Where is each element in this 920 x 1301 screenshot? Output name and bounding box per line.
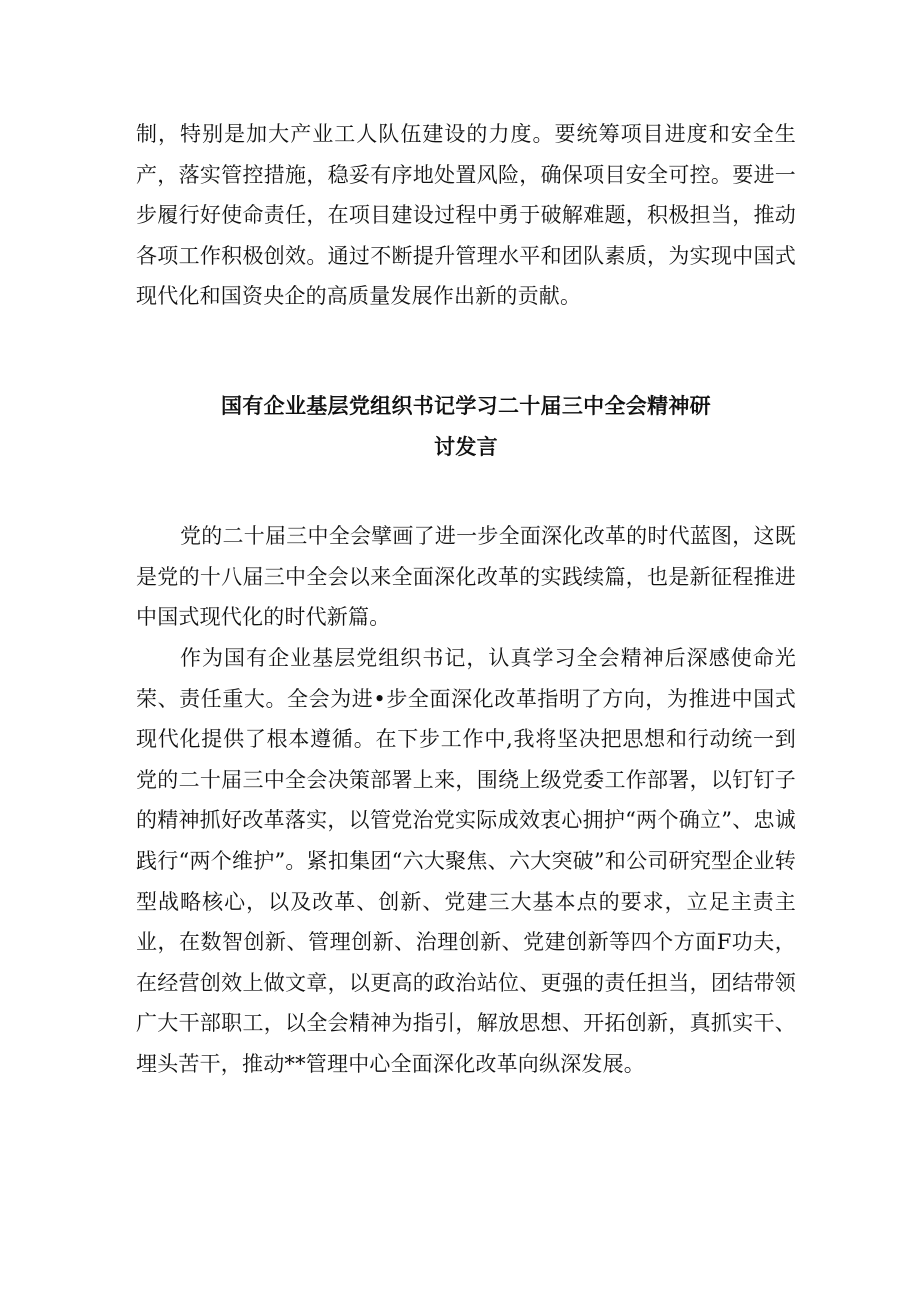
title-line-2: 讨发言	[434, 435, 498, 459]
body-paragraph-2: 作为国有企业基层党组织书记，认真学习全会精神后深感使命光荣、责任重大。全会为进•步全面深化改革指明了方向，为推进中国式现代化提供了根本遵循。在下步工作中,我将坚决把思想和行动统一到党的二十届三中全会决策部署上来，围绕上级党委工作部署，以钉钉子的精神抓好改革落实，以管党治党实际成效衷心拥护“两个确立”、忠诚践行“两个维护”。紧扣集团“六大聚焦、六大突破”和公司研究型企业转型战略核心，以及改革、创新、党建三大基本点的要求，立足主责主业，在数智创新、管理创新、治理创新、党建创新等四个方面F功夫，在经营创效上做文章，以更高的政治站位、更强的责任担当，团结带领广大干部职工，以全会精神为指引，解放思想、开拓创新，真抓实干、埋头苦干，推动**管理中心全面深化改革向纵深发展。	[136, 646, 796, 1076]
article-title	[136, 386, 796, 468]
body-paragraph-1: 党的二十届三中全会擘画了进一步全面深化改革的时代蓝图，这既是党的十八届三中全会以来全面深化改革的实践续篇，也是新征程推进中国式现代化的时代新篇。	[136, 524, 796, 630]
continuation-paragraph: 制，特别是加大产业工人队伍建设的力度。要统筹项目进度和安全生产，落实管控措施，稳妥有序地处置风险，确保项目安全可控。要进一步履行好使命责任，在项目建设过程中勇于破解难题，积极担当，推动各项工作积极创效。通过不断提升管理水平和团队素质，为实现中国式现代化和国资央企的高质量发展作出新的贡献。	[136, 122, 796, 309]
title-line-1: 国有企业基层党组织书记学习二十届三中全会精神研	[221, 394, 711, 418]
